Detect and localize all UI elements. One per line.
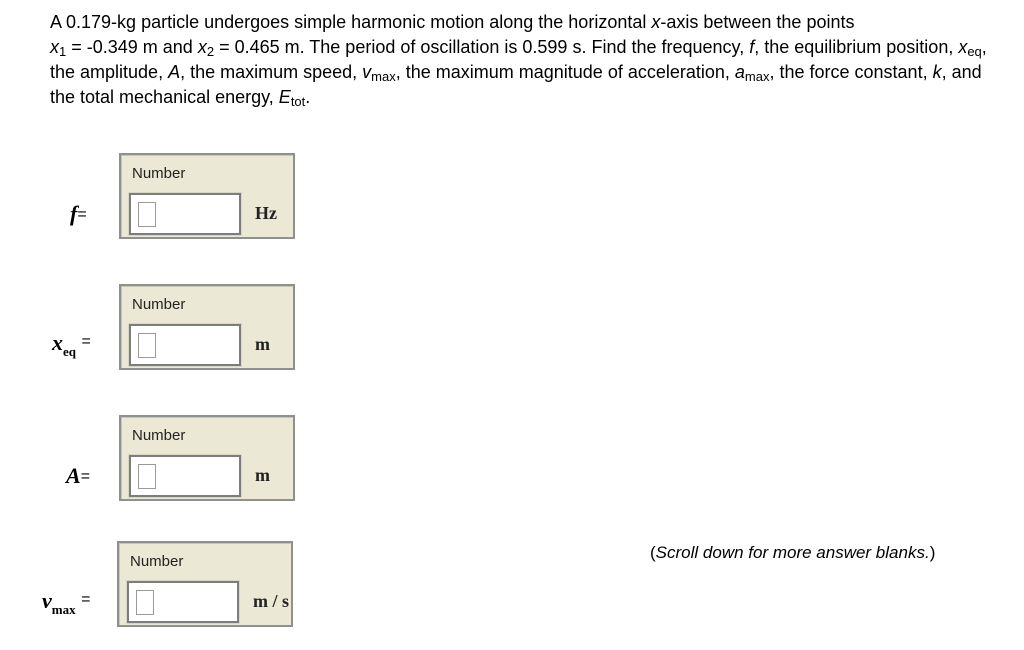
answer-subscript: max <box>51 602 76 617</box>
k-symbol: k <box>932 62 942 82</box>
unit-label: m <box>255 334 270 354</box>
frequency-field[interactable] <box>129 193 241 235</box>
max-speed-input[interactable] <box>129 583 237 621</box>
answer-box-vmax <box>117 541 293 627</box>
equals-sign: = <box>77 206 87 223</box>
problem-text: , the maximum magnitude of acceleration, <box>395 62 735 82</box>
equilibrium-input[interactable] <box>131 326 239 364</box>
equilibrium-field[interactable] <box>129 324 241 366</box>
problem-text: = -0.349 m and <box>66 37 198 57</box>
xeq-subscript: eq <box>967 44 982 59</box>
scroll-down-note <box>650 543 935 563</box>
axis-variable: x <box>651 12 661 32</box>
paren-open: ( <box>650 543 656 562</box>
paren-close: ) <box>929 543 936 562</box>
answer-box-amplitude <box>119 415 295 501</box>
problem-text: , and the total mechanical energy, <box>50 62 982 107</box>
problem-statement <box>50 10 1010 110</box>
equals-sign: = <box>81 591 91 608</box>
answer-symbol: A <box>66 463 81 488</box>
max-speed-field[interactable] <box>127 581 239 623</box>
x2-subscript: 2 <box>206 44 215 59</box>
amplitude-input[interactable] <box>131 457 239 495</box>
problem-text: -axis between the points <box>660 12 855 32</box>
amax-symbol: a <box>734 62 745 82</box>
unit-label: m / s <box>253 591 289 611</box>
answer-symbol: v <box>42 588 52 613</box>
x1-symbol: x <box>50 37 59 57</box>
answer-symbol: f <box>70 201 78 226</box>
number-hint: Number <box>132 427 186 444</box>
problem-text: , the amplitude, <box>50 37 987 82</box>
amax-subscript: max <box>744 69 770 84</box>
number-hint: Number <box>132 296 186 313</box>
etot-subscript: tot <box>290 94 306 109</box>
answer-symbol: x <box>52 330 63 355</box>
answer-label-f <box>70 201 87 227</box>
unit-label: m <box>255 465 270 485</box>
vmax-subscript: max <box>371 69 396 84</box>
x1-subscript: 1 <box>59 44 67 59</box>
answer-label-amplitude <box>66 463 90 489</box>
x2-symbol: x <box>197 37 207 57</box>
answer-label-vmax <box>42 588 91 617</box>
equals-sign: = <box>80 468 91 485</box>
number-hint: Number <box>132 165 186 182</box>
problem-text: , the maximum speed, <box>180 62 363 82</box>
f-symbol: f <box>749 37 755 57</box>
equals-sign: = <box>81 333 91 350</box>
problem-text: , the force constant, <box>769 62 933 82</box>
xeq-symbol: x <box>958 37 968 57</box>
amplitude-field[interactable] <box>129 455 241 497</box>
unit-label: Hz <box>255 203 277 223</box>
answer-label-xeq <box>52 330 91 359</box>
problem-text: . <box>305 87 311 107</box>
frequency-input[interactable] <box>131 195 239 233</box>
vmax-symbol: v <box>362 62 372 82</box>
etot-symbol: E <box>278 87 291 107</box>
problem-text: A 0.179-kg particle undergoes simple harmonic motion along the horizontal <box>50 12 652 32</box>
problem-text: = 0.465 m. The period of oscillation is 0.599 s. Find the frequency, <box>214 37 750 57</box>
number-hint: Number <box>130 553 184 570</box>
answer-box-f <box>119 153 295 239</box>
answer-subscript: eq <box>63 344 76 359</box>
answer-box-xeq <box>119 284 295 370</box>
scroll-note-text: Scroll down for more answer blanks. <box>655 543 930 562</box>
a-symbol: A <box>168 62 181 82</box>
problem-text: , the equilibrium position, <box>754 37 959 57</box>
